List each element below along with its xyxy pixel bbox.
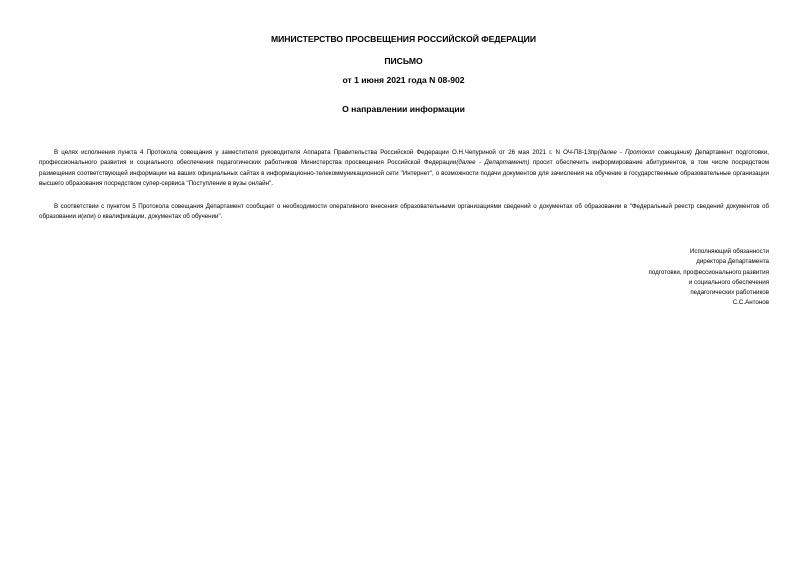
paragraph-1-text-c: Департамент подготовки, профессионального развития и социального обеспечения педагогических работников Министерства просвещения Российской Федерации	[39, 149, 769, 167]
signatory-name: С.С.Антонов	[732, 299, 769, 307]
paragraph-1-italic-protocol: (далее - Протокол совещания)	[597, 149, 692, 157]
document-subject: О направлении информации	[342, 104, 465, 114]
paragraph-1-italic-department: (далее - Департамент)	[456, 159, 530, 167]
signature-line: директора Департамента	[696, 258, 769, 266]
paragraph-1-text-a: В целях исполнения пункта 4 Протокола совещания у заместителя руководителя Аппарата Правительства Российской Федерации О.Н.Чепуриной от 26 мая 2021 г. N ОЧ-П8-13пр	[54, 149, 598, 157]
signature-line: и социального обеспечения	[688, 278, 769, 286]
paragraph-1-text-e: просит обеспечить информирование абитуриентов, в том числе посредством размещения соответствующей информации на ваших официальных сайтах в информационно-телекоммуникационной сети "Интернет", о возможности подачи документов для зачисления на обучение в государственные образовательные организации высшего образования посредством супер-сервиса "Поступление в вузы онлайн".	[39, 159, 770, 187]
signature-line: подготовки, профессионального развития	[648, 268, 769, 276]
body-paragraph-1	[39, 148, 769, 189]
signature-line: педагогических работников	[690, 289, 769, 297]
document-type: ПИСЬМО	[384, 56, 423, 66]
document-date-number: от 1 июня 2021 года N 08-902	[342, 75, 465, 85]
signature-line: Исполняющий обязанности	[689, 248, 769, 255]
signature-block	[569, 247, 769, 309]
ministry-title: МИНИСТЕРСТВО ПРОСВЕЩЕНИЯ РОССИЙСКОЙ ФЕДЕРАЦИИ	[270, 34, 537, 44]
body-paragraph-2: В соответствии с пунктом 5 Протокола совещания Департамент сообщает о необходимости оперативного внесения образовательными организациями сведений о документах об образовании в "Федеральный реестр сведений документов об образовании и(или) о квалификации, документах об обучении".	[39, 203, 769, 221]
